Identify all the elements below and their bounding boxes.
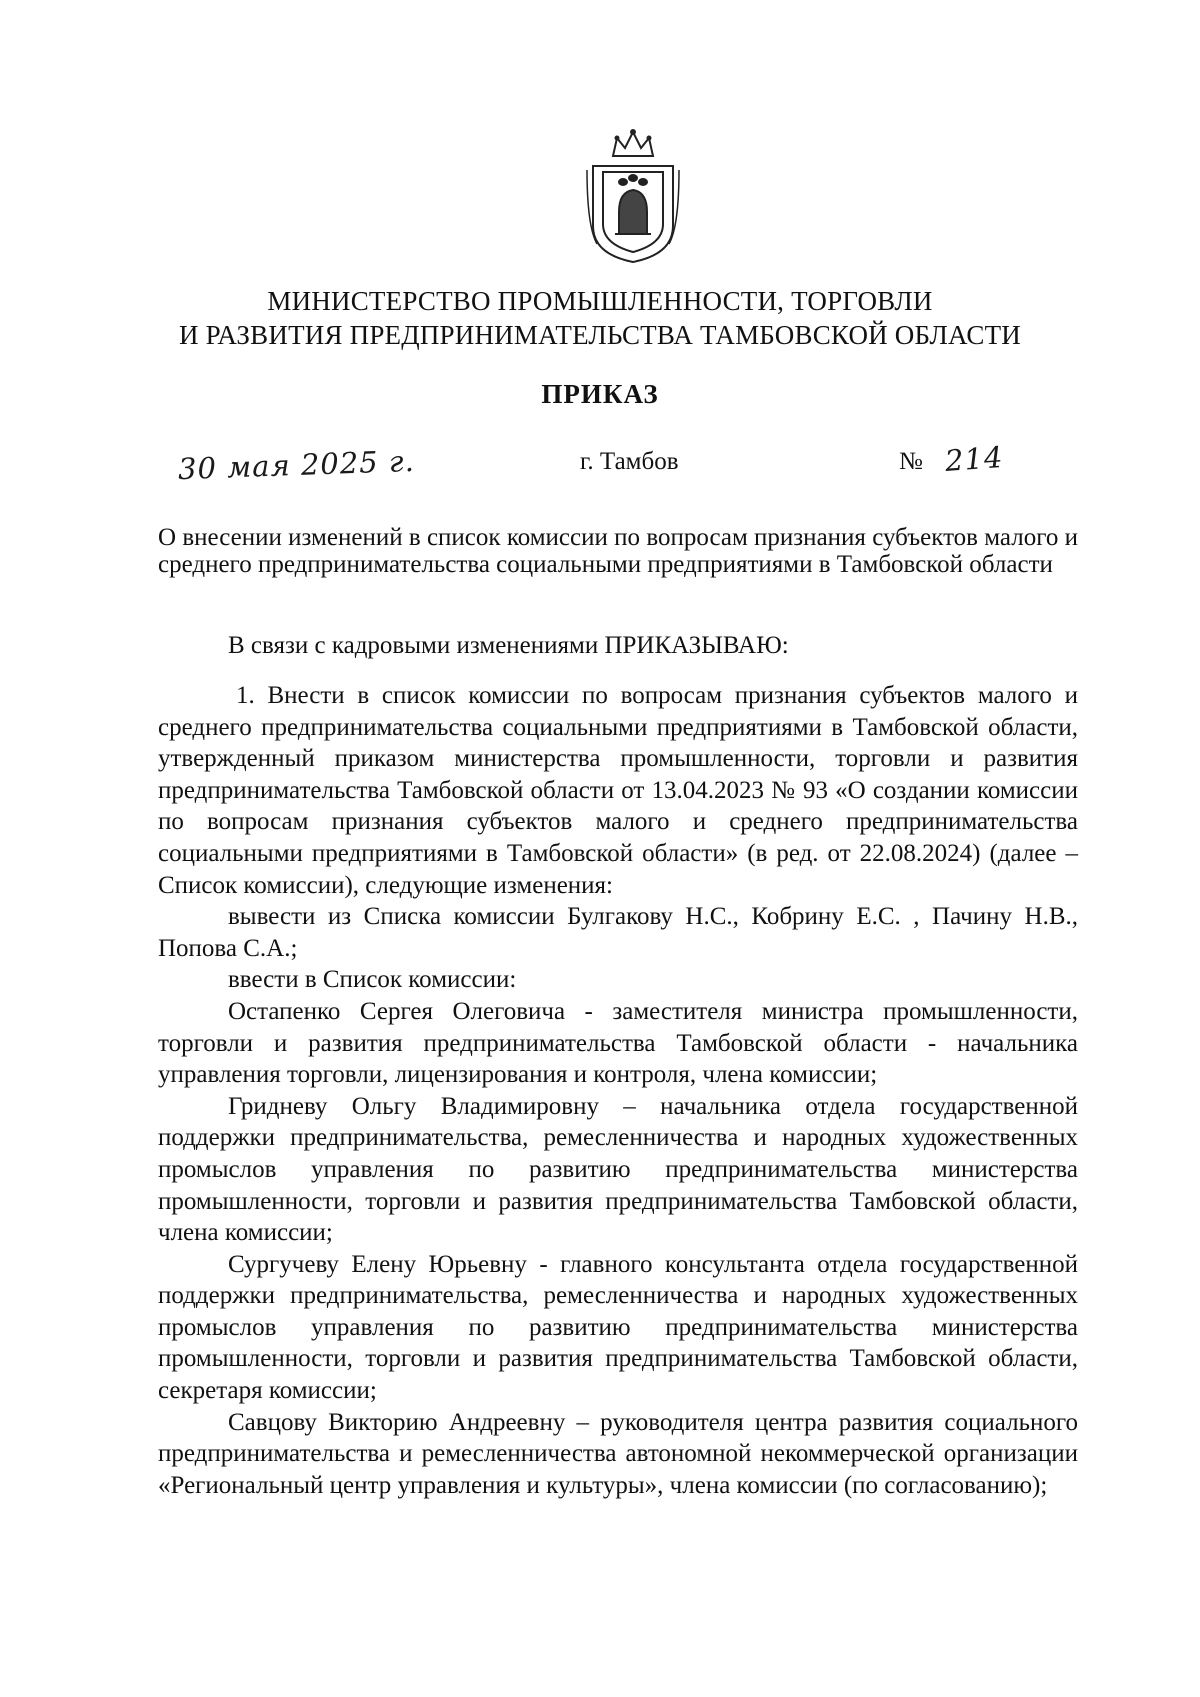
paragraph: Остапенко Сергея Олеговича - заместителя министра промышленности, торговли и развития предпринимательства Тамбовской области - начальника управления торговли, лицензирования и контроля, члена комиссии; [158,997,1078,1089]
ministry-name-line-2: И РАЗВИТИЯ ПРЕДПРИНИМАТЕЛЬСТВА ТАМБОВСКОЙ ОБЛАСТИ [179,320,1021,350]
handwritten-order-number: 214 [943,440,1005,478]
ministry-name [140,284,1060,352]
order-intro: В связи с кадровыми изменениями ПРИКАЗЫВАЮ: [228,632,789,659]
number-sign: № [899,448,923,475]
handwritten-date: 30 мая 2025 г. [177,443,416,487]
paragraph: Савцову Викторию Андреевну – руководителя центра развития социального предпринимательства и ремесленничества автономной некоммерческой организации «Региональный центр управления и культуры», члена комиссии (по согласованию); [158,1408,1078,1499]
order-title: ПРИКАЗ [541,379,659,409]
order-body [158,680,1078,1501]
city: г. Тамбов [580,448,679,475]
paragraph: ввести в Список комиссии: [228,966,517,994]
ministry-name-line-1: МИНИСТЕРСТВО ПРОМЫШЛЕННОСТИ, ТОРГОВЛИ [267,286,933,316]
paragraph: 1. Внести в список комиссии по вопросам признания субъектов малого и среднего предпринимательства социальными предприятиями в Тамбовской области, утвержденный приказом министерства промышленности, торговли и развития предпринимательства Тамбовской области от 13.04.2023 № 93 «О создании комиссии по вопросам признания субъектов малого и среднего предпринимательства социальными предприятиями в Тамбовской области» (в ред. от 22.08.2024) (далее – Список комиссии), следующие изменения: [158,682,1078,899]
date-number-row [0,440,1200,496]
order-subject: О внесении изменений в список комиссии по вопросам признания субъектов малого и среднего предпринимательства социальными предприятиями в Тамбовской области [158,524,1078,578]
paragraph: Сургучеву Елену Юрьевну - главного консультанта отдела государственной поддержки предпринимательства, ремесленничества и народных художественных промыслов управления по развитию предпринимательства министерства промышленности, торговли и развития предпринимательства Тамбовской области, секретаря комиссии; [158,1250,1078,1405]
coat-of-arms-icon [583,126,683,266]
paragraph: вывести из Списка комиссии Булгакову Н.С., Кобрину Е.С. , Пачину Н.В., Попова С.А.; [158,903,1078,962]
paragraph: Гридневу Ольгу Владимировну – начальника отдела государственной поддержки предпринимательства, ремесленничества и народных художественных промыслов управления по развитию предпринимательства министерства промышленности, торговли и развития предпринимательства Тамбовской области, члена комиссии; [158,1092,1078,1247]
